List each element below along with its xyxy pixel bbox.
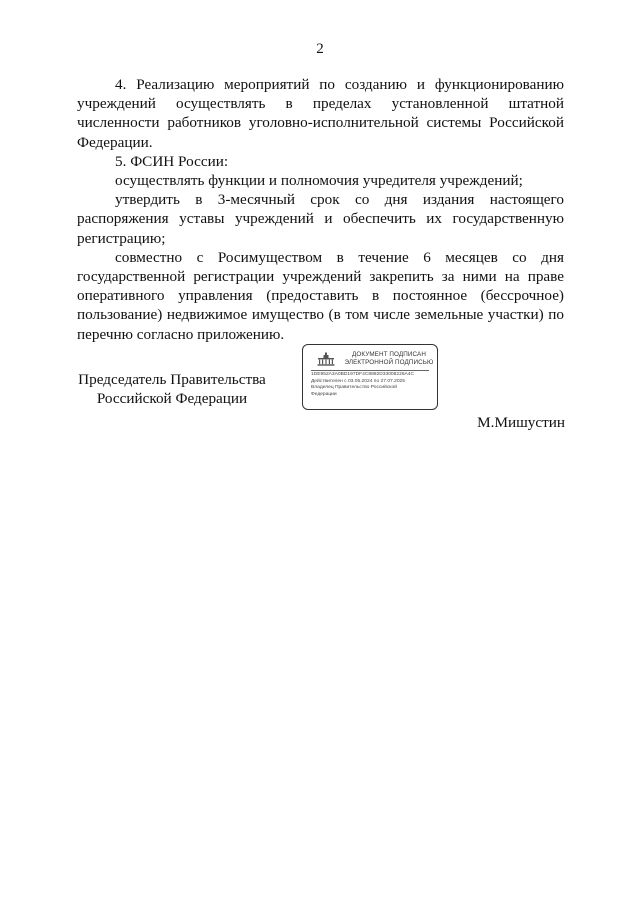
stamp-divider [311, 370, 429, 371]
page-number: 2 [316, 41, 324, 57]
document-body [77, 75, 564, 344]
government-building-icon [317, 352, 335, 366]
stamp-owner-line1: Владелец Правительство Российской [311, 385, 397, 391]
paragraph-property-assignment: совместно с Росимуществом в течение 6 месяцев со дня государственной регистрации учреждений закрепить за ними на праве оперативного управления (предоставить в постоянное (бессрочное) пользование) недвижимое имущество (в том числе земельные участки) по перечню согласно приложению. [77, 248, 564, 343]
signatory-position-line2: Российской Федерации [96, 390, 248, 407]
signatory-position [77, 370, 267, 408]
paragraph-founder-functions: осуществлять функции и полномочия учредителя учреждений; [115, 172, 523, 190]
stamp-validity: Действителен с 03.05.2024 по 27.07.2025 [311, 378, 405, 384]
stamp-title-line1: ДОКУМЕНТ ПОДПИСАН [352, 351, 426, 358]
stamp-title-line2: ЭЛЕКТРОННОЙ ПОДПИСЬЮ [344, 359, 434, 366]
signatory-position-line1: Председатель Правительства [78, 371, 266, 388]
stamp-details [311, 372, 435, 398]
electronic-signature-stamp [302, 344, 438, 410]
stamp-title [341, 351, 437, 367]
stamp-owner-line2: Федерации [311, 391, 337, 397]
paragraph-item-4: 4. Реализацию мероприятий по созданию и функционированию учреждений осуществлять в пределах установленной штатной численности работников уголовно-исполнительной системы Российской Федерации. [77, 76, 564, 151]
paragraph-approve-charters: утвердить в 3-месячный срок со дня издания настоящего распоряжения уставы учреждений и обеспечить их государственную регистрацию; [77, 191, 564, 247]
stamp-certificate: 1DE952A3A0BD197DF4C8892D33008226A4C [311, 372, 415, 377]
signatory-name: М.Мишустин [477, 414, 565, 431]
paragraph-item-5: 5. ФСИН России: [115, 152, 229, 170]
